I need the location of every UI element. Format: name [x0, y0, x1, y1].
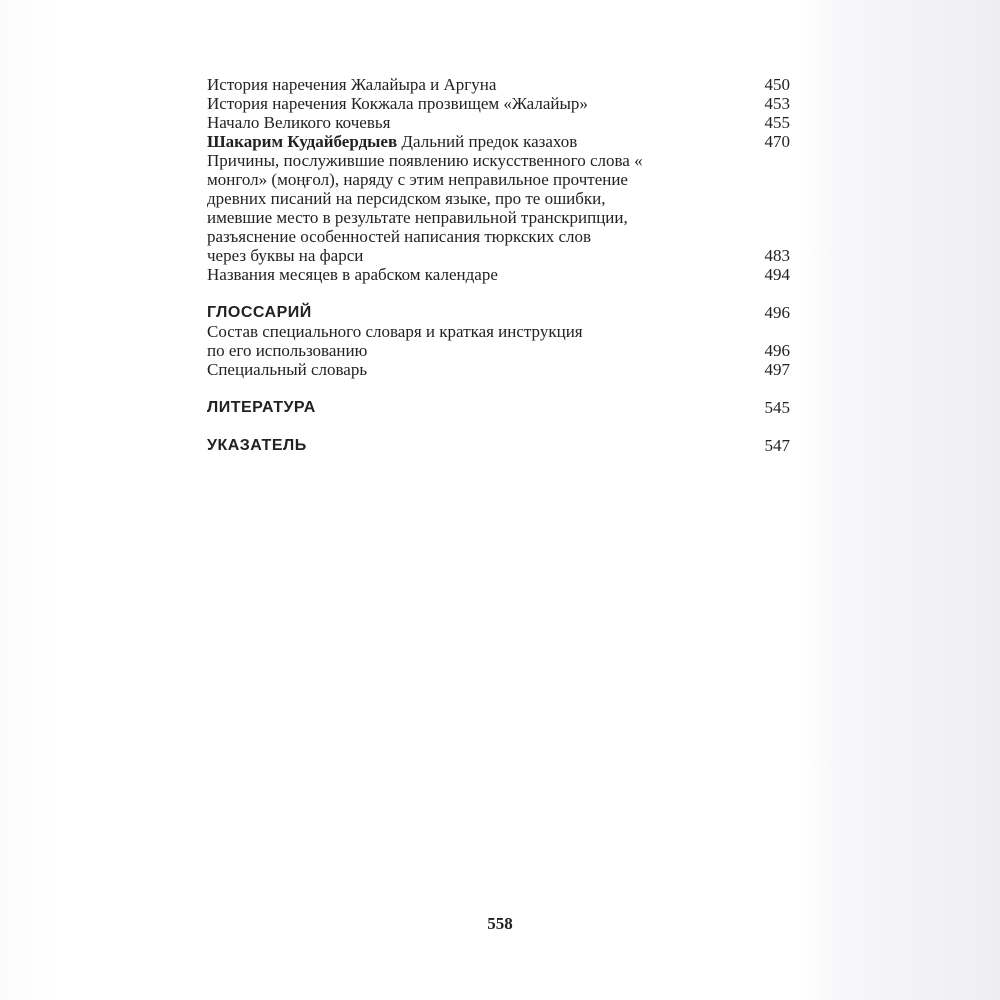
section-page: 545: [764, 398, 790, 417]
toc-entry-page: 494: [764, 265, 790, 284]
toc-entry-line: Состав специального словаря и краткая инструкция: [207, 322, 583, 341]
toc-entry: [207, 113, 790, 132]
section-spacer: [207, 379, 790, 398]
toc-entry-line: имевшие место в результате неправильной транскрипции,: [207, 208, 628, 227]
toc-section-index: [207, 436, 790, 455]
toc-entry-multiline-line: [207, 322, 790, 341]
toc-entry: [207, 265, 790, 284]
toc-entry-title: [207, 132, 750, 151]
toc-section-glossary: [207, 303, 790, 322]
toc-entry-author: Шакарим Кудайбердыев: [207, 132, 398, 151]
toc-entry: [207, 360, 790, 379]
toc-entry-page: 453: [764, 94, 790, 113]
toc-entry-multiline-line: [207, 151, 790, 170]
toc-entry-page: 455: [764, 113, 790, 132]
section-spacer: [207, 284, 790, 303]
toc-entry-multiline-line: [207, 189, 790, 208]
toc-entry-line: разъяснение особенностей написания тюркских слов: [207, 227, 592, 246]
toc-entry-line: Причины, послужившие появлению искусственного слова «: [207, 151, 643, 170]
section-heading: ЛИТЕРАТУРА: [207, 399, 316, 416]
toc-entry-line: монгол» (моңғол), наряду с этим неправильное прочтение: [207, 170, 628, 189]
toc-entry-multiline-line: [207, 170, 790, 189]
section-spacer: [207, 417, 790, 436]
table-of-contents: [207, 75, 790, 455]
toc-entry-multiline-line: [207, 341, 790, 360]
section-page: 547: [764, 436, 790, 455]
toc-entry-line: через буквы на фарси: [207, 246, 364, 265]
toc-entry-work-title: Дальний предок казахов: [401, 132, 578, 151]
page-number: 558: [487, 914, 513, 933]
toc-entry-page: 450: [764, 75, 790, 94]
toc-entry-page: 496: [764, 341, 790, 360]
section-heading: ГЛОССАРИЙ: [207, 304, 312, 321]
toc-entry-line: древних писаний на персидском языке, про те ошибки,: [207, 189, 606, 208]
toc-section-literature: [207, 398, 790, 417]
toc-entry: [207, 94, 790, 113]
toc-entry-line: по его использованию: [207, 341, 368, 360]
toc-entry-title: История наречения Жалайыра и Аргуна: [207, 75, 497, 94]
toc-entry-title: Начало Великого кочевья: [207, 113, 391, 132]
section-heading: УКАЗАТЕЛЬ: [207, 437, 307, 454]
section-page: 496: [764, 303, 790, 322]
toc-entry-title: Специальный словарь: [207, 360, 368, 379]
toc-entry: [207, 132, 790, 151]
toc-entry-page: 470: [764, 132, 790, 151]
toc-entry-title: История наречения Кокжала прозвищем «Жалайыр»: [207, 94, 588, 113]
toc-entry: [207, 75, 790, 94]
toc-entry-page: 483: [764, 246, 790, 265]
toc-entry-page: 497: [764, 360, 790, 379]
toc-entry-multiline-line: [207, 208, 790, 227]
toc-entry-multiline-line: [207, 246, 790, 265]
toc-entry-multiline-line: [207, 227, 790, 246]
toc-entry-title: Названия месяцев в арабском календаре: [207, 265, 498, 284]
